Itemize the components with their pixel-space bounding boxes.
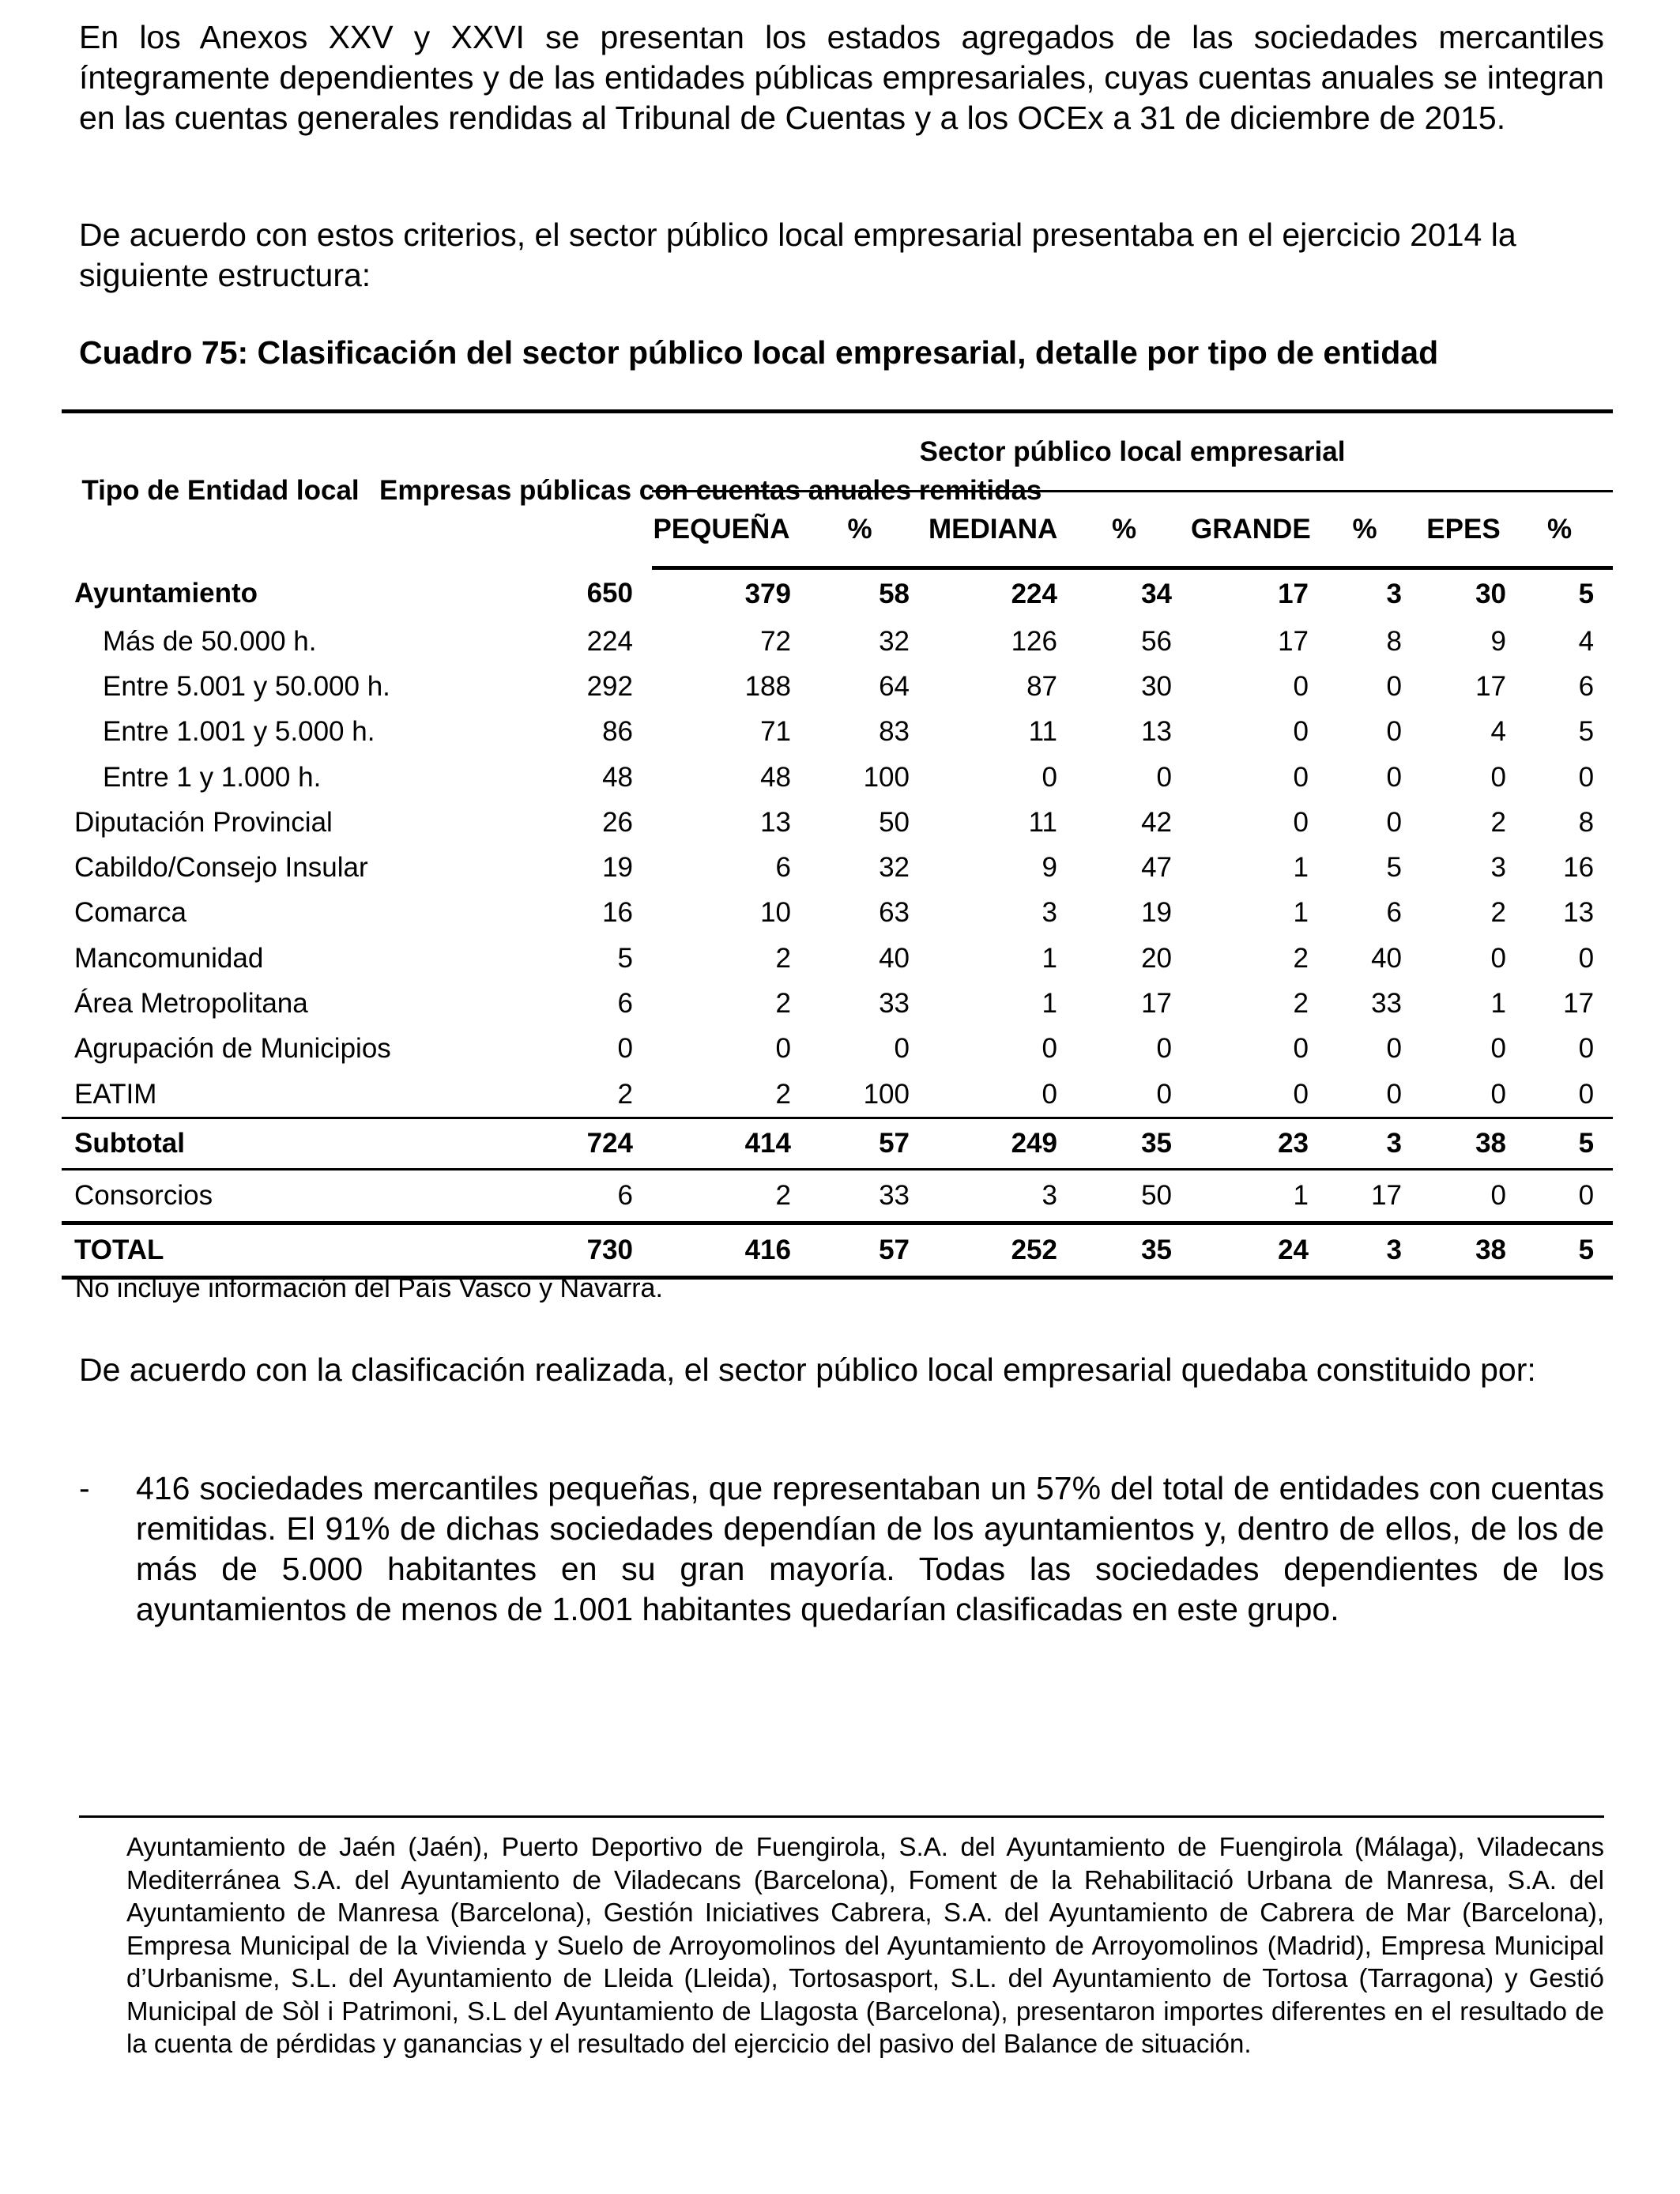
cell-grande: 24 xyxy=(1191,1223,1328,1278)
cell-empresas: 2 xyxy=(617,1078,633,1110)
row-label: TOTAL xyxy=(62,1223,379,1278)
cell-pct-pequena: 100 xyxy=(863,1078,910,1110)
header-pequena: PEQUEÑA xyxy=(652,492,810,568)
cell-grande: 1 xyxy=(1293,897,1309,929)
cell-pct-grande: 3 xyxy=(1328,1223,1421,1278)
cell-grande: 17 xyxy=(1278,579,1309,609)
cell-empresas: 19 xyxy=(602,852,633,884)
cell-pct-grande: 5 xyxy=(1386,852,1402,884)
cell-epes: 0 xyxy=(1490,1180,1506,1212)
cell-pct-pequena: 100 xyxy=(863,761,910,793)
row-label: Entre 5.001 y 50.000 h. xyxy=(103,670,390,702)
cell-empresas: 724 xyxy=(379,1118,652,1170)
table-row-subtotal xyxy=(62,1118,1613,1170)
header-epes: EPES xyxy=(1421,492,1525,568)
cell-epes: 17 xyxy=(1475,670,1506,702)
cell-mediana: 11 xyxy=(1028,806,1057,838)
cell-mediana: 9 xyxy=(1042,852,1057,884)
cell-empresas: 730 xyxy=(379,1223,652,1278)
cell-empresas: 26 xyxy=(602,806,633,838)
cell-pct-epes: 5 xyxy=(1578,716,1595,748)
cell-pct-pequena: 83 xyxy=(879,716,910,748)
cell-epes: 2 xyxy=(1490,897,1506,929)
header-grande: GRANDE xyxy=(1191,492,1328,568)
cell-pct-grande: 0 xyxy=(1386,806,1402,838)
cell-empresas: 16 xyxy=(602,897,633,929)
cell-pequena: 13 xyxy=(760,806,791,838)
cell-pct-epes: 5 xyxy=(1525,1118,1613,1170)
table-row xyxy=(62,845,1613,890)
cell-pct-grande: 0 xyxy=(1386,1033,1402,1065)
table-note: No incluye información del País Vasco y Navarra. xyxy=(75,1273,663,1303)
cell-epes: 38 xyxy=(1421,1118,1525,1170)
cell-pct-mediana: 50 xyxy=(1141,1180,1172,1212)
cell-pct-pequena: 58 xyxy=(879,579,910,609)
cell-mediana: 249 xyxy=(929,1118,1076,1170)
row-label: Agrupación de Municipios xyxy=(74,1033,391,1065)
header-sector: Sector público local empresarial xyxy=(652,412,1613,492)
cell-pct-grande: 6 xyxy=(1386,897,1402,929)
cell-pct-grande: 17 xyxy=(1371,1180,1402,1212)
cell-pequena: 416 xyxy=(652,1223,810,1278)
cell-epes: 3 xyxy=(1490,852,1506,884)
cell-pct-epes: 4 xyxy=(1578,625,1595,657)
cell-pct-mediana: 42 xyxy=(1141,806,1172,838)
cell-empresas: 292 xyxy=(586,670,633,702)
cell-pct-pequena: 64 xyxy=(879,670,910,702)
header-tipo: Tipo de Entidad local xyxy=(62,412,379,568)
cell-grande: 23 xyxy=(1191,1118,1328,1170)
cell-pct-epes: 6 xyxy=(1578,670,1595,702)
cell-pct-mediana: 17 xyxy=(1141,988,1172,1020)
cell-pequena: 2 xyxy=(775,942,791,974)
classification-table-wrapper xyxy=(62,409,1613,1280)
row-label: Subtotal xyxy=(62,1118,379,1170)
cell-pct-pequena: 0 xyxy=(894,1033,910,1065)
cell-pct-pequena: 33 xyxy=(879,988,910,1020)
cell-pct-pequena: 50 xyxy=(879,806,910,838)
table-row xyxy=(62,1072,1613,1118)
table-row xyxy=(62,1027,1613,1072)
cell-pct-grande: 0 xyxy=(1386,670,1402,702)
cell-pequena: 72 xyxy=(760,625,791,657)
structure-paragraph: De acuerdo con estos criterios, el sector público local empresarial presentaba en el ejercicio 2014 la siguiente estructura: xyxy=(79,217,1516,293)
cell-pct-epes: 8 xyxy=(1578,806,1595,838)
row-label: Entre 1.001 y 5.000 h. xyxy=(103,716,375,748)
cell-pequena: 188 xyxy=(744,670,791,702)
cell-grande: 1 xyxy=(1293,852,1309,884)
cell-empresas: 6 xyxy=(617,1180,633,1212)
cell-pct-pequena: 63 xyxy=(879,897,910,929)
cell-pequena: 10 xyxy=(760,897,791,929)
row-label: Más de 50.000 h. xyxy=(103,625,317,657)
cell-pct-mediana: 35 xyxy=(1076,1223,1191,1278)
cell-pct-grande: 3 xyxy=(1386,579,1402,609)
row-label: Ayuntamiento xyxy=(74,577,258,609)
cell-pct-grande: 40 xyxy=(1371,942,1402,974)
cell-grande: 0 xyxy=(1293,670,1309,702)
cell-pct-epes: 5 xyxy=(1578,579,1595,609)
cell-epes: 30 xyxy=(1475,579,1506,609)
cell-mediana: 1 xyxy=(1042,988,1057,1020)
cell-pct-mediana: 30 xyxy=(1141,670,1172,702)
table-row xyxy=(62,619,1613,664)
cell-pct-pequena: 57 xyxy=(810,1118,929,1170)
cell-pct-grande: 33 xyxy=(1371,988,1402,1020)
table-row xyxy=(62,981,1613,1026)
cell-mediana: 3 xyxy=(1042,1180,1057,1212)
cell-pequena: 379 xyxy=(744,579,791,609)
bullet-text: 416 sociedades mercantiles pequeñas, que representaban un 57% del total de entidades con cuentas remitidas. El 91% de dichas sociedades dependían de los ayuntamientos y, dentro de ellos, de los de más de 5.000 habitantes en su gran mayoría. Todas las sociedades dependientes de los ayuntamientos de menos de 1.001 habitantes quedarían clasificadas en este grupo. xyxy=(136,1470,1604,1627)
cell-mediana: 0 xyxy=(1042,1078,1057,1110)
cell-mediana: 87 xyxy=(1026,670,1057,702)
cell-pequena: 2 xyxy=(775,1078,791,1110)
cell-epes: 0 xyxy=(1490,942,1506,974)
header-pct-epes: % xyxy=(1525,492,1613,568)
cell-grande: 0 xyxy=(1293,761,1309,793)
cell-pct-epes: 17 xyxy=(1563,988,1595,1020)
cell-pct-pequena: 32 xyxy=(879,852,910,884)
cell-pequena: 48 xyxy=(760,761,791,793)
cell-empresas: 86 xyxy=(602,716,633,748)
header-mediana: MEDIANA xyxy=(929,492,1076,568)
cell-pct-grande: 0 xyxy=(1386,1078,1402,1110)
cell-pct-grande: 0 xyxy=(1386,716,1402,748)
cell-empresas: 224 xyxy=(586,625,633,657)
cell-pequena: 0 xyxy=(775,1033,791,1065)
table-row xyxy=(62,936,1613,981)
cell-epes: 0 xyxy=(1490,1033,1506,1065)
cell-empresas: 650 xyxy=(586,577,633,609)
cell-mediana: 252 xyxy=(929,1223,1076,1278)
cell-pct-mediana: 0 xyxy=(1156,1078,1172,1110)
cell-pct-mediana: 35 xyxy=(1076,1118,1191,1170)
cell-pct-epes: 16 xyxy=(1563,852,1595,884)
cell-grande: 1 xyxy=(1293,1180,1309,1212)
cell-mediana: 11 xyxy=(1028,716,1057,748)
cell-grande: 17 xyxy=(1278,625,1309,657)
cell-pct-grande: 3 xyxy=(1328,1118,1421,1170)
cell-empresas: 6 xyxy=(617,988,633,1020)
cell-empresas: 48 xyxy=(602,761,633,793)
cell-pct-mediana: 34 xyxy=(1141,579,1172,609)
cell-pct-mediana: 0 xyxy=(1156,761,1172,793)
table-row-consorcios xyxy=(62,1170,1613,1223)
cell-epes: 0 xyxy=(1490,761,1506,793)
footnote-text: Ayuntamiento de Jaén (Jaén), Puerto Deportivo de Fuengirola, S.A. del Ayuntamiento de Fuengirola (Málaga), Viladecans Mediterránea S.A. del Ayuntamiento de Viladecans (Barcelona), Foment de la Rehabilitació Urbana de Manresa, S.A. del Ayuntamiento de Manresa (Barcelona), Gestión Iniciatives Cabrera, S.A. del Ayuntamiento de Cabrera de Mar (Barcelona), Empresa Municipal de la Vivienda y Suelo de Arroyomolinos del Ayuntamiento de Arroyomolinos (Madrid), Empresa Municipal d’Urbanisme, S.L. del Ayuntamiento de Lleida (Lleida), Tortosasport, S.L. del Ayuntamiento de Tortosa (Tarragona) y Gestió Municipal de Sòl i Patrimoni, S.L del Ayuntamiento de Llagosta (Barcelona), presentaron importes diferentes en el resultado de la cuenta de pérdidas y ganancias y el resultado del ejercicio del pasivo del Balance de situación. xyxy=(126,1832,1604,2058)
cell-pct-pequena: 32 xyxy=(879,625,910,657)
header-pct-mediana: % xyxy=(1076,492,1191,568)
table-row xyxy=(62,710,1613,755)
row-label: Diputación Provincial xyxy=(74,806,333,838)
cell-epes: 4 xyxy=(1490,716,1506,748)
cell-pct-grande: 8 xyxy=(1386,625,1402,657)
cell-pct-pequena: 33 xyxy=(879,1180,910,1212)
cell-pct-epes: 13 xyxy=(1563,897,1595,929)
cell-mediana: 126 xyxy=(1011,625,1057,657)
header-pct-pequena: % xyxy=(810,492,929,568)
cell-pct-pequena: 40 xyxy=(879,942,910,974)
row-label: Consorcios xyxy=(74,1180,213,1212)
cell-empresas: 5 xyxy=(617,942,633,974)
header-empresas: Empresas públicas con cuentas anuales remitidas xyxy=(379,412,652,568)
cell-pct-pequena: 57 xyxy=(810,1223,929,1278)
cell-pct-epes: 0 xyxy=(1578,1033,1595,1065)
cell-pequena: 71 xyxy=(760,716,791,748)
cell-pequena: 2 xyxy=(775,988,791,1020)
cell-mediana: 224 xyxy=(1011,579,1057,609)
cell-grande: 2 xyxy=(1293,942,1309,974)
table-row-total xyxy=(62,1223,1613,1278)
cell-pct-epes: 5 xyxy=(1525,1223,1613,1278)
row-label: Cabildo/Consejo Insular xyxy=(74,852,368,884)
intro-paragraph: En los Anexos XXV y XXVI se presentan los estados agregados de las sociedades mercantiles íntegramente dependientes y de las entidades públicas empresariales, cuyas cuentas anuales se integran en las cuentas generales rendidas al Tribunal de Cuentas y a los OCEx a 31 de diciembre de 2015. xyxy=(79,19,1604,136)
cell-pct-mediana: 20 xyxy=(1141,942,1172,974)
row-label: EATIM xyxy=(74,1078,157,1110)
cell-epes: 1 xyxy=(1490,988,1506,1020)
cell-pct-mediana: 19 xyxy=(1141,897,1172,929)
cell-pequena: 414 xyxy=(652,1118,810,1170)
cell-pct-mediana: 47 xyxy=(1141,852,1172,884)
cell-epes: 0 xyxy=(1490,1078,1506,1110)
bullet-dash: - xyxy=(79,1470,90,1506)
cell-pct-epes: 0 xyxy=(1578,761,1595,793)
table-row xyxy=(62,800,1613,845)
cell-mediana: 0 xyxy=(1042,1033,1057,1065)
cell-epes: 9 xyxy=(1490,625,1506,657)
cell-mediana: 3 xyxy=(1042,897,1057,929)
cell-empresas: 0 xyxy=(617,1033,633,1065)
classification-paragraph: De acuerdo con la clasificación realizada, el sector público local empresarial quedaba constituido por: xyxy=(79,1351,1536,1388)
table-row-ayuntamiento xyxy=(62,568,1613,620)
cell-pequena: 2 xyxy=(775,1180,791,1212)
cell-grande: 0 xyxy=(1293,1033,1309,1065)
cell-epes: 38 xyxy=(1421,1223,1525,1278)
cell-mediana: 0 xyxy=(1042,761,1057,793)
cell-pct-mediana: 0 xyxy=(1156,1033,1172,1065)
cell-epes: 2 xyxy=(1490,806,1506,838)
table-row xyxy=(62,755,1613,800)
table-row xyxy=(62,664,1613,709)
row-label: Entre 1 y 1.000 h. xyxy=(103,761,322,793)
cell-pct-grande: 0 xyxy=(1386,761,1402,793)
cell-pct-epes: 0 xyxy=(1578,942,1595,974)
cell-pequena: 6 xyxy=(775,852,791,884)
row-label: Comarca xyxy=(74,897,186,929)
cell-grande: 0 xyxy=(1293,716,1309,748)
cell-pct-mediana: 56 xyxy=(1141,625,1172,657)
bullet-item xyxy=(79,1468,1604,1630)
cell-grande: 0 xyxy=(1293,806,1309,838)
cell-pct-epes: 0 xyxy=(1578,1180,1595,1212)
row-label: Área Metropolitana xyxy=(74,988,308,1020)
footnote-divider xyxy=(79,1815,1604,1818)
cell-mediana: 1 xyxy=(1042,942,1057,974)
table-caption: Cuadro 75: Clasificación del sector público local empresarial, detalle por tipo de entidad xyxy=(79,334,1439,371)
table-row xyxy=(62,891,1613,936)
header-pct-grande: % xyxy=(1328,492,1421,568)
cell-pct-epes: 0 xyxy=(1578,1078,1595,1110)
row-label: Mancomunidad xyxy=(74,942,264,974)
cell-pct-mediana: 13 xyxy=(1141,716,1172,748)
classification-table xyxy=(62,409,1613,1280)
cell-grande: 2 xyxy=(1293,988,1309,1020)
cell-grande: 0 xyxy=(1293,1078,1309,1110)
